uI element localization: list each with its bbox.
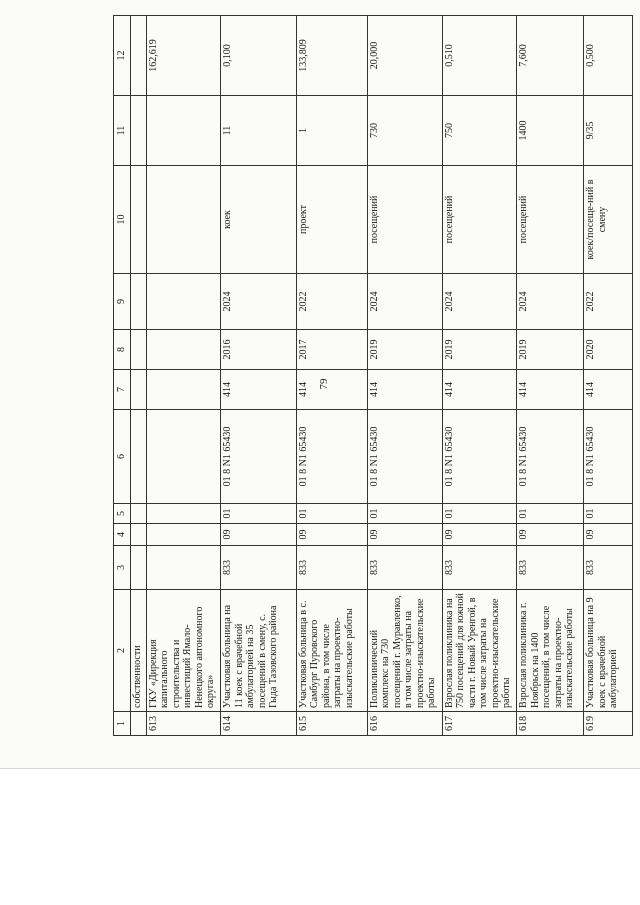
- header-cell: 2: [114, 590, 131, 712]
- row-name: ГКУ «Дирекция капитального строительства и инвестиций Ямало-Ненецкого автономного округа»: [146, 590, 221, 712]
- table-row: [146, 16, 221, 736]
- header-cell: 12: [114, 16, 131, 96]
- table-row: 618 Взрослая поликлиника г. Ноябрьск на 1400 посещений, в том числе затраты на проектно-изыскательские работы 833 09 01 01 8 N1 65430 414 2019 2024 посещений 1400 7,600: [517, 16, 584, 736]
- budget-table-container: [113, 16, 633, 736]
- row-number: 618: [517, 712, 584, 736]
- row-number: 614: [221, 712, 297, 736]
- amount: 0,100: [221, 16, 297, 96]
- table-row-continuation: [131, 16, 147, 736]
- table-row: 614 Участковая больница на 11 коек с врачебной амбулаторией на 35 посещений в смену, с. Гыда Тазовского района 833 09 01 01 8 N1 65430 414 2016 2024 коек 11 0,100: [221, 16, 297, 736]
- header-cell: 5: [114, 504, 131, 524]
- row-number: 617: [442, 712, 517, 736]
- row-number: 615: [296, 712, 367, 736]
- row-number: 619: [584, 712, 633, 736]
- header-cell: 7: [114, 370, 131, 410]
- row-name: Участковая больница на 9 коек с врачебной амбулаторией: [584, 590, 633, 712]
- header-cell: 1: [114, 712, 131, 736]
- table-row: 615 Участковая больница в с. Самбург Пуровского района, в том числе затраты на проектно-изыскательские работы 833 09 01 01 8 N1 65430 414 2017 2022 проект 1 133,809: [296, 16, 367, 736]
- header-row: [114, 16, 131, 736]
- row-name: Участковая больница на 11 коек с врачебной амбулаторией на 35 посещений в смену, с. Гыда Тазовского района: [221, 590, 297, 712]
- continuation-text: собственности: [131, 590, 147, 712]
- header-cell: 9: [114, 274, 131, 330]
- header-cell: 10: [114, 166, 131, 274]
- table-row: 619 Участковая больница на 9 коек с врачебной амбулаторией 833 09 01 01 8 N1 65430 414 2020 2022 коек/посеще-ний в смену 9/35 0,500: [584, 16, 633, 736]
- row-number: 616: [367, 712, 442, 736]
- amount: 162,619: [146, 16, 221, 96]
- amount: 7,600: [517, 16, 584, 96]
- page-number: 79: [318, 378, 330, 390]
- header-cell: 6: [114, 410, 131, 504]
- budget-table: [113, 15, 633, 736]
- header-cell: 8: [114, 330, 131, 370]
- row-name: Поликлинический комплекс на 730 посещений г. Муравленко, в том числе затраты на проектно-изыскательские работы: [367, 590, 442, 712]
- amount: 20,000: [367, 16, 442, 96]
- table-row: 616 Поликлинический комплекс на 730 посещений г. Муравленко, в том числе затраты на проектно-изыскательские работы 833 09 01 01 8 N1 65430 414 2019 2024 посещений 730 20,000: [367, 16, 442, 736]
- amount: 133,809: [296, 16, 367, 96]
- row-name: Взрослая поликлиника г. Ноябрьск на 1400 посещений, в том числе затраты на проектно-изыскательские работы: [517, 590, 584, 712]
- amount: 0,510: [442, 16, 517, 96]
- header-cell: 11: [114, 96, 131, 166]
- header-cell: 3: [114, 546, 131, 590]
- row-name: Участковая больница в с. Самбург Пуровского района, в том числе затраты на проектно-изыскательские работы: [296, 590, 367, 712]
- amount: 0,500: [584, 16, 633, 96]
- table-row: 617 Взрослая поликлиника на 750 посещений для южной части г. Новый Уренгой, в том числе затраты на проектно-изыскательские работы 833 09 01 01 8 N1 65430 414 2019 2024 посещений 750 0,510: [442, 16, 517, 736]
- header-cell: 4: [114, 524, 131, 546]
- row-number: 613: [146, 712, 221, 736]
- row-name: Взрослая поликлиника на 750 посещений для южной части г. Новый Уренгой, в том числе затраты на проектно-изыскательские работы: [442, 590, 517, 712]
